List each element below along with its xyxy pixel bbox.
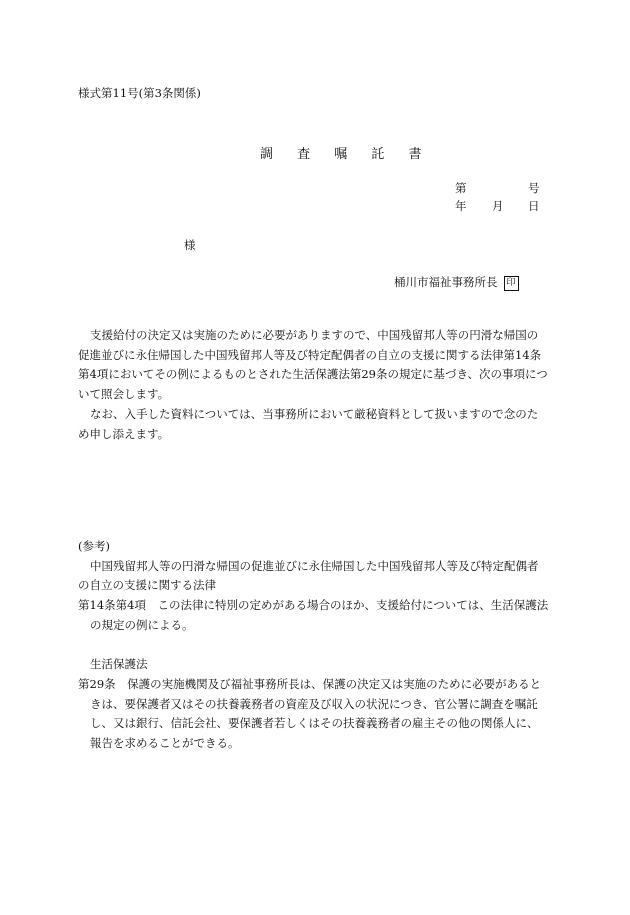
reference-text: 第29条 保護の実施機関及び福祉事務所長は、保護の決定又は実施のために必要があると (78, 676, 542, 691)
reference-text: し、又は銀行、信託会社、要保護者若しくはその扶養義務者の雇主その他の関係人に、 (90, 716, 539, 731)
reference-heading: (参考) (78, 539, 110, 553)
reference-text: きは、要保護者又はその扶養義務者の資産及び収入の状況につき、官公署に調査を嘱託 (90, 696, 538, 711)
reference-text: 第14条第4項 この法律に特別の定めがある場合のほか、支援給付については、生活保護法 (78, 598, 549, 613)
sender-name: 桶川市福祉事務所長 (394, 275, 498, 289)
sender-line (394, 275, 519, 291)
reference-text: の規定の例による。 (90, 617, 194, 632)
reference-text: 中国残留邦人等の円滑な帰国の促進並びに永住帰国した中国残留邦人等及び特定配偶者 (90, 558, 539, 573)
date-month: 月 (492, 199, 504, 213)
body-line: いて照会します。 (78, 387, 170, 402)
body-line: 支援給付の決定又は実施のために必要がありますので、中国残留邦人等の円滑な帰国の (90, 328, 539, 342)
body-line: なお、入手した資料については、当事務所において厳秘資料として扱いますので念のた (90, 406, 539, 421)
reference-text: 生活保護法 (90, 657, 148, 672)
reference-text: の自立の支援に関する法律 (78, 578, 216, 593)
number-prefix: 第 (455, 181, 467, 195)
document-title: 調 査 嘱 託 書 (260, 147, 432, 162)
reference-text: 報告を求めることができる。 (90, 736, 240, 751)
addressee-suffix: 様 (184, 238, 196, 252)
body-line: め申し添えます。 (78, 426, 170, 441)
reference-section (78, 537, 553, 754)
body-line: 第4項においてその例によるものとされた生活保護法第29条の規定に基づき、次の事項につ (78, 367, 548, 382)
number-suffix: 号 (528, 181, 540, 195)
body-line: 促進並びに永住帰国した中国残留邦人等及び特定配偶者の自立の支援に関する法律第14条 (78, 347, 542, 362)
form-label: 様式第11号(第3条関係) (78, 86, 201, 100)
date-year: 年 (455, 199, 467, 213)
date-day: 日 (528, 199, 540, 213)
seal-stamp: 印 (504, 276, 519, 291)
request-body (78, 326, 553, 444)
